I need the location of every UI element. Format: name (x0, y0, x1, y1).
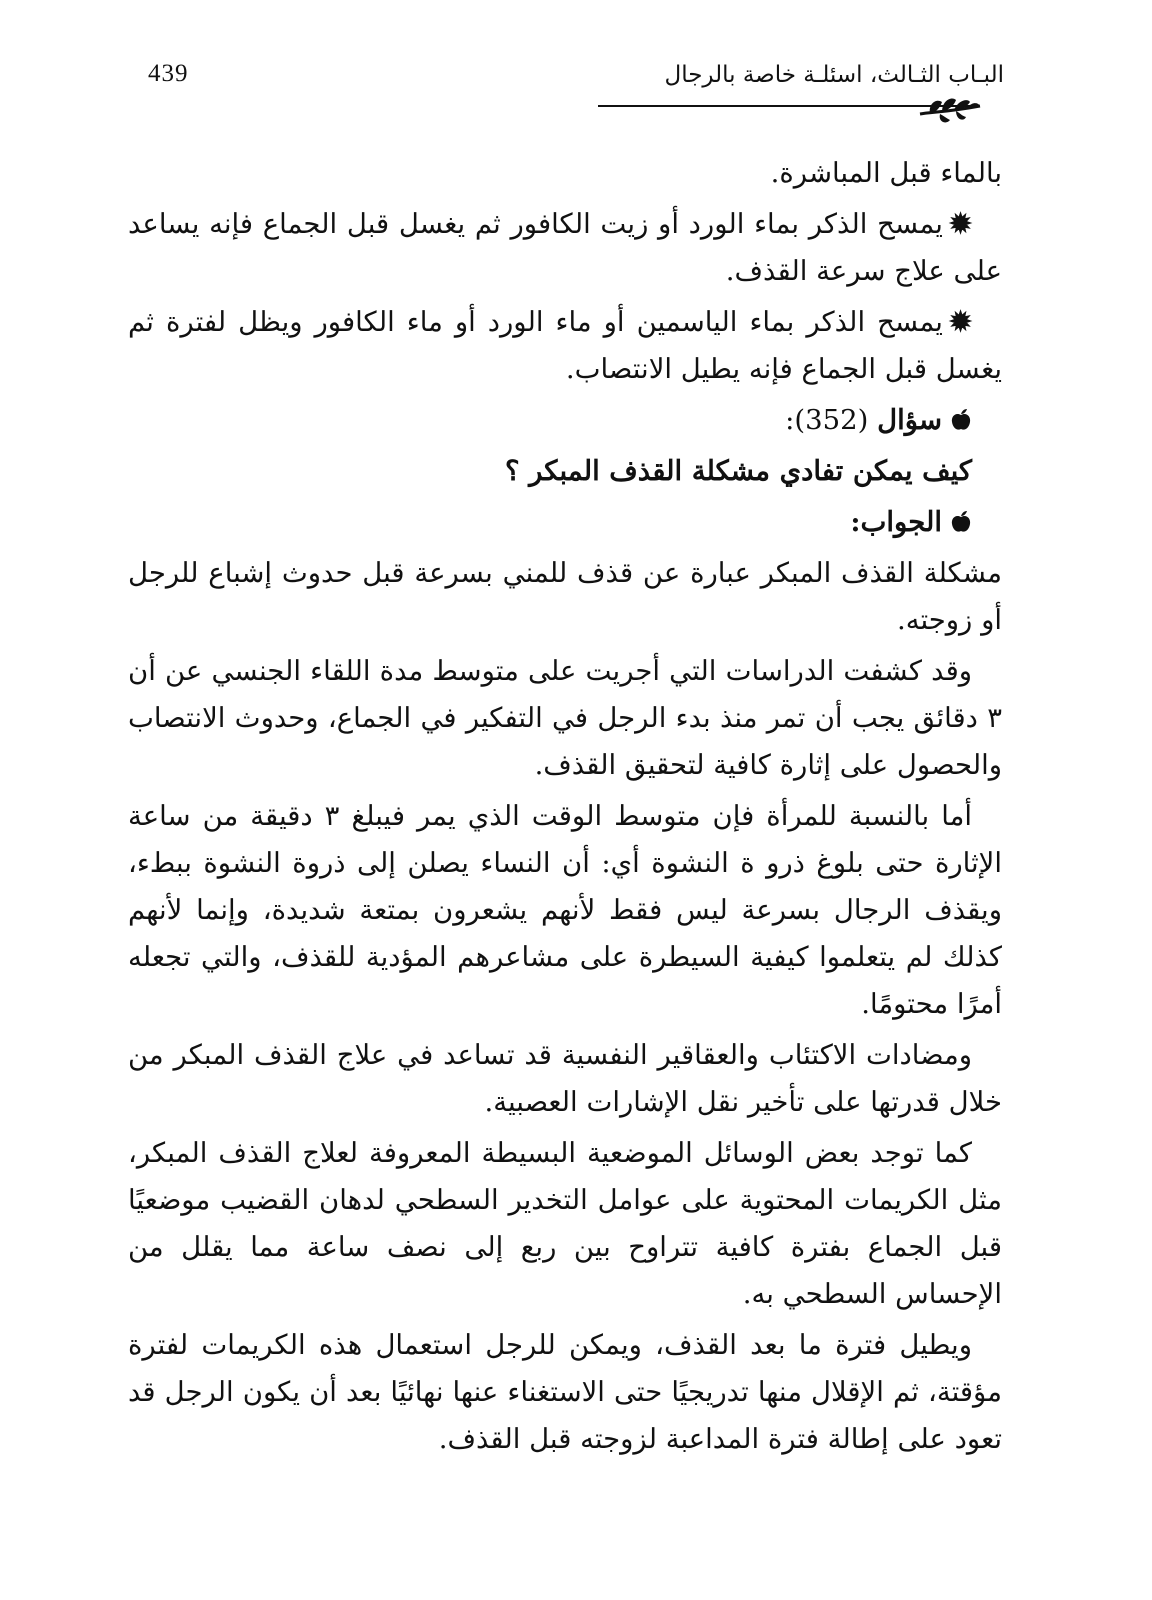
page-number: 439 (148, 60, 189, 87)
running-header: البـاب الثـالث، اسئلـة خاصة بالرجال (664, 62, 1004, 88)
paragraph-7: ومضادات الاكتئاب والعقاقير النفسية قد تساعد في علاج القذف المبكر من خلال قدرتها على تأخير نقل الإشارات العصبية. (128, 1039, 1002, 1118)
question-number: (352): (785, 404, 869, 436)
bullet-text-2: يمسح الذكر بماء الورد أو زيت الكافور ثم يغسل قبل الجماع فإنه يساعد على علاج سرعة القذف. (128, 208, 1002, 287)
bullet-text-3: يمسح الذكر بماء الياسمين أو ماء الورد أو ماء الكافور ويظل لفترة ثم يغسل قبل الجماع فإنه يطيل الانتصاب. (128, 306, 1002, 385)
bullet-star-icon: ✹ (948, 306, 972, 338)
question-text: كيف يمكن تفادي مشكلة القذف المبكر ؟ (504, 455, 972, 487)
page-body (128, 150, 1002, 1467)
paragraph-5: وقد كشفت الدراسات التي أجريت على متوسط مدة اللقاء الجنسي عن أن ٣ دقائق يجب أن تمر منذ بدء الرجل في التفكير في الجماع، وحدوث الانتصاب والحصول على إثارة كافية لتحقيق القذف. (128, 655, 1002, 781)
apple-bullet-icon (950, 510, 972, 534)
paragraph-4: مشكلة القذف المبكر عبارة عن قذف للمني بسرعة قبل حدوث إشباع للرجل أو زوجته. (128, 557, 1002, 636)
bullet-star-icon: ✹ (948, 208, 972, 240)
question-label: سؤال (877, 404, 942, 436)
answer-label: الجواب: (850, 506, 942, 538)
answer-heading (128, 499, 1002, 546)
apple-bullet-icon (950, 408, 972, 432)
bullet-paragraph-3 (128, 299, 1002, 393)
leaf-ornament-icon (918, 92, 982, 126)
paragraph-1: بالماء قبل المباشرة. (770, 157, 1002, 189)
bullet-paragraph-2 (128, 201, 1002, 295)
paragraph-6: أما بالنسبة للمرأة فإن متوسط الوقت الذي يمر فيبلغ ٣ دقيقة من ساعة الإثارة حتى بلوغ ذرو ة النشوة أي: أن النساء يصلن إلى ذروة النشوة ببطء، ويقذف الرجال بسرعة ليس فقط لأنهم يشعرون بمتعة شديدة، وإنما لأنهم كذلك لم يتعلموا كيفية السيطرة على مشاعرهم المؤدية للقذف، والتي تجعله أمرًا محتومًا. (128, 800, 1002, 1020)
paragraph-9: ويطيل فترة ما بعد القذف، ويمكن للرجل استعمال هذه الكريمات لفترة مؤقتة، ثم الإقلال منها تدريجيًا حتى الاستغناء عنها نهائيًا بعد أن يكون الرجل قد تعود على إطالة فترة المداعبة لزوجته قبل القذف. (128, 1329, 1002, 1455)
paragraph-8: كما توجد بعض الوسائل الموضعية البسيطة المعروفة لعلاج القذف المبكر، مثل الكريمات المحتوية على عوامل التخدير السطحي لدهان القضيب موضعيًا قبل الجماع بفترة كافية تتراوح بين ربع إلى نصف ساعة مما يقلل من الإحساس السطحي به. (128, 1137, 1002, 1310)
question-heading (128, 397, 1002, 444)
